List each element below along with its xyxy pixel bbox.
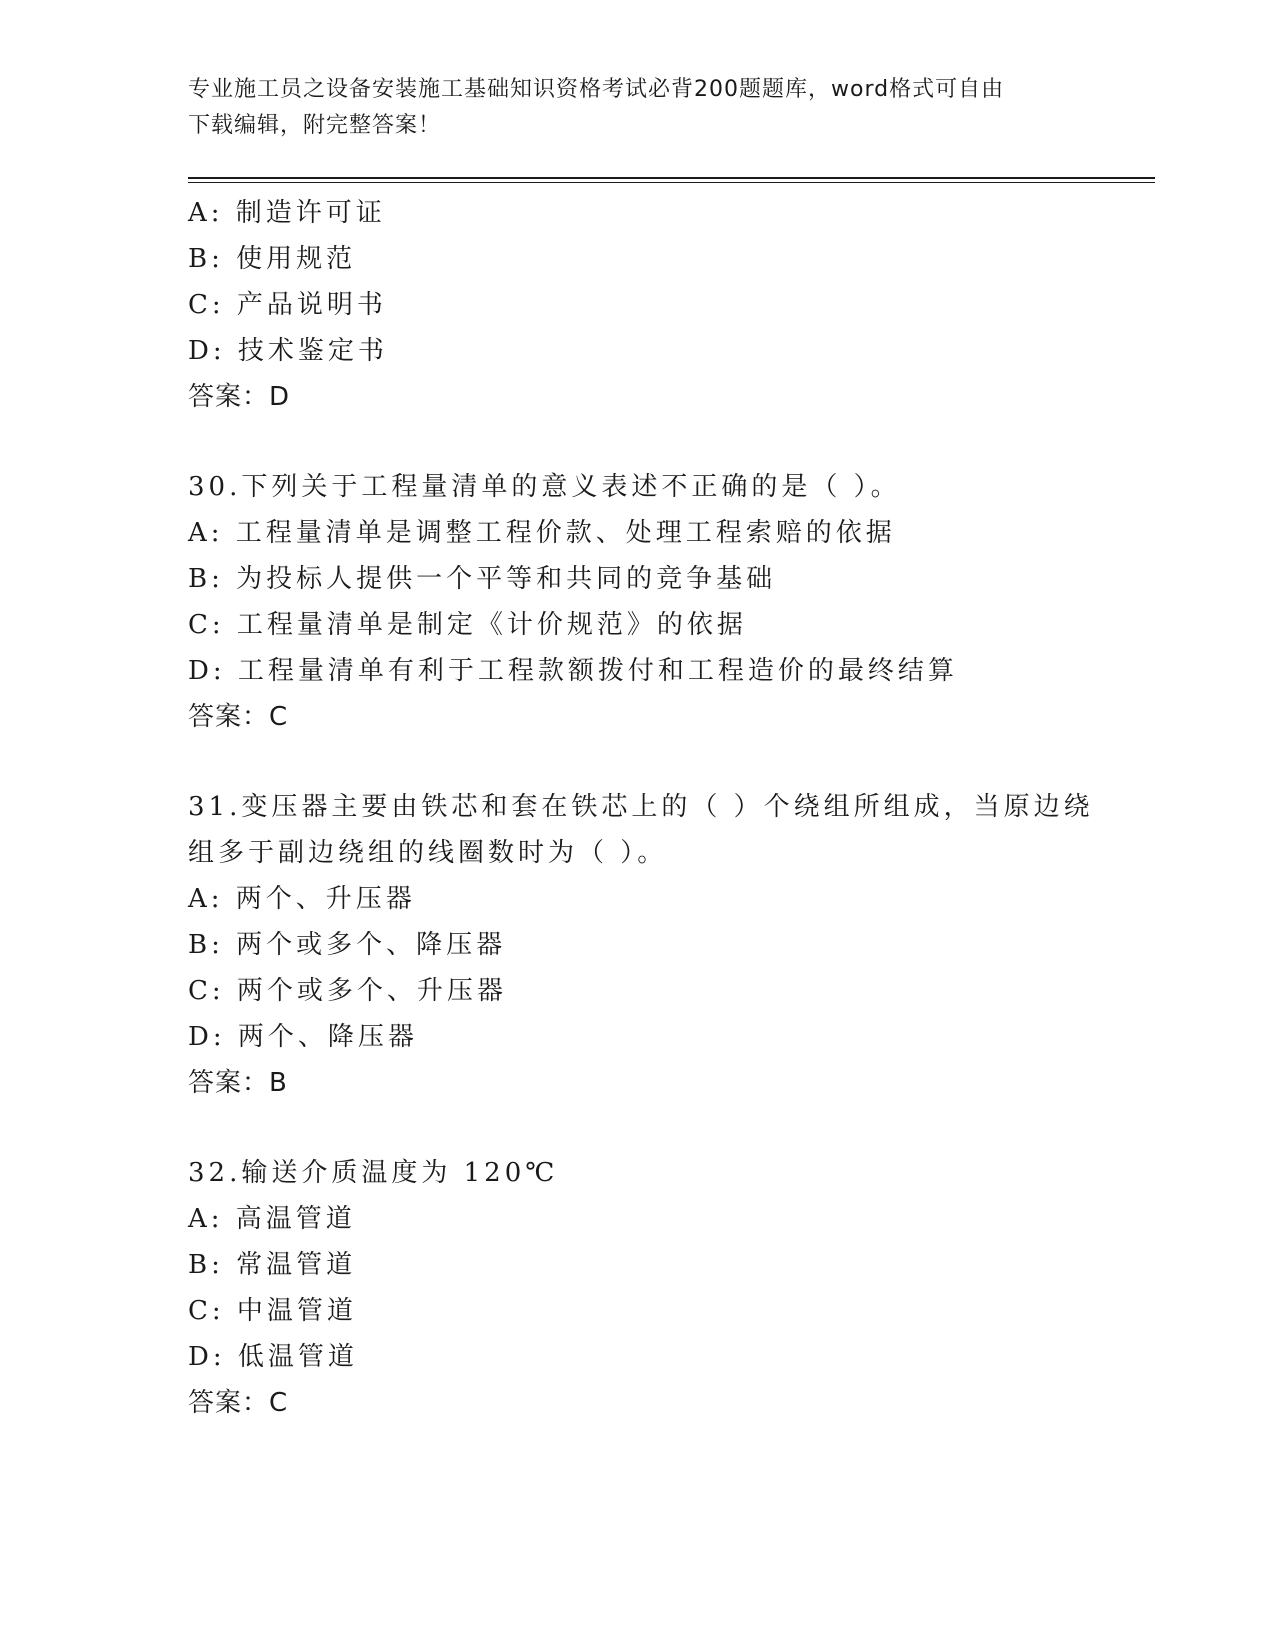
question-text-line-1: 31.变压器主要由铁芯和套在铁芯上的（ ）个绕组所组成，当原边绕 [188,792,1094,822]
answer-label: 答案：C [188,1388,289,1418]
option-c: C: 中温管道 [188,1296,357,1326]
option-b: B: 常温管道 [188,1250,357,1280]
option-d: D: 低温管道 [188,1342,358,1372]
option-c: C: 工程量清单是制定《计价规范》的依据 [188,610,747,640]
question-text-line-2: 组多于副边绕组的线圈数时为（ ）。 [188,838,668,868]
answer-label: 答案：B [188,1068,288,1098]
option-d: D: 两个、降压器 [188,1022,418,1052]
question-block-29 [188,190,1148,420]
question-block-32 [188,1150,1148,1426]
option-b: B: 两个或多个、降压器 [188,930,507,960]
header-divider-thick [188,177,1155,179]
answer-label: 答案：C [188,702,289,732]
option-a: A: 制造许可证 [188,198,386,228]
question-text: 32.输送介质温度为 120℃ [188,1158,559,1188]
option-a: A: 两个、升压器 [188,884,416,914]
header-line-2: 下载编辑，附完整答案！ [188,113,442,138]
answer-label: 答案：D [188,382,291,412]
question-list [188,190,1148,1426]
document-header [188,72,1088,144]
option-c: C: 产品说明书 [188,290,387,320]
header-divider-thin [188,182,1155,183]
question-block-30 [188,464,1148,740]
option-a: A: 高温管道 [188,1204,356,1234]
option-b: B: 使用规范 [188,244,357,274]
question-block-31 [188,784,1148,1106]
option-d: D: 工程量清单有利于工程款额拨付和工程造价的最终结算 [188,656,958,686]
option-b: B: 为投标人提供一个平等和共同的竞争基础 [188,564,777,594]
question-text: 30.下列关于工程量清单的意义表述不正确的是（ ）。 [188,472,901,502]
option-c: C: 两个或多个、升压器 [188,976,507,1006]
option-d: D: 技术鉴定书 [188,336,388,366]
option-a: A: 工程量清单是调整工程价款、处理工程索赔的依据 [188,518,896,548]
header-line-1: 专业施工员之设备安装施工基础知识资格考试必背200题题库，word格式可自由 [188,77,1005,102]
